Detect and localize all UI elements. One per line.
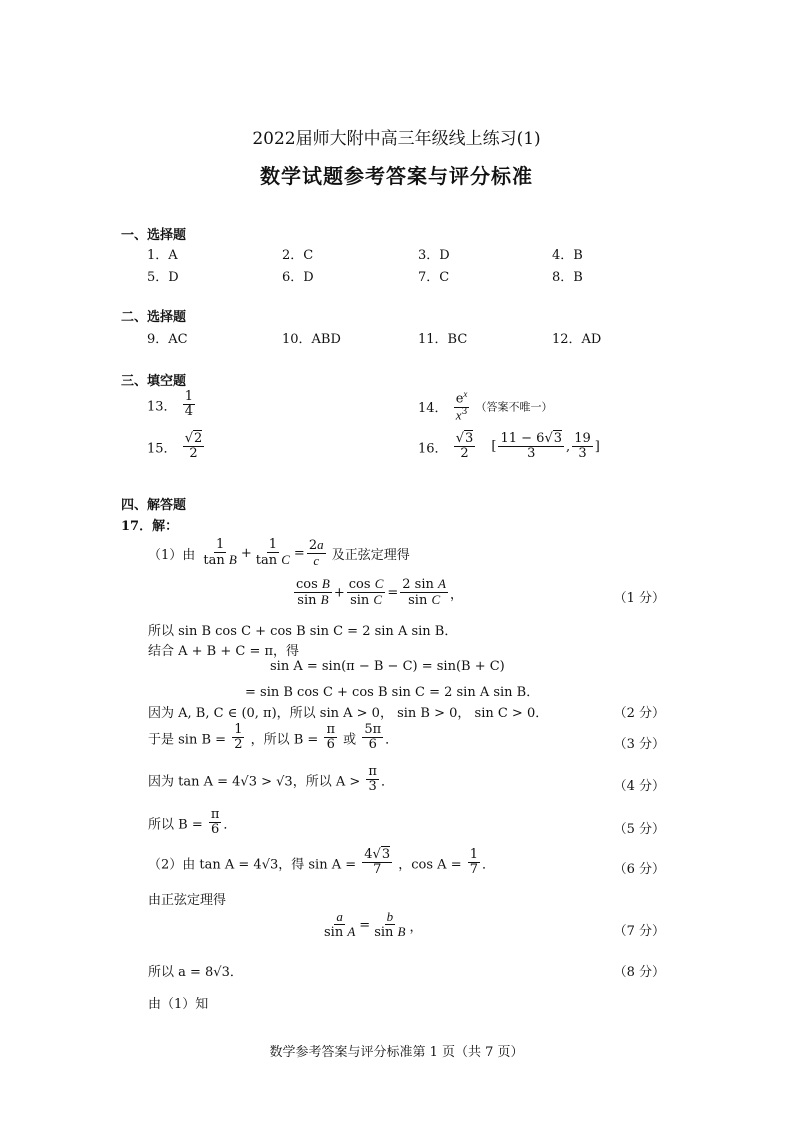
doc-subtitle: 数学试题参考答案与评分标准 — [260, 164, 533, 188]
score-2: （2 分） — [613, 706, 665, 721]
solution-line-15: 由（1）知 — [148, 997, 209, 1012]
answer-6: 6．D — [282, 270, 314, 285]
page-footer: 数学参考答案与评分标准第 1 页（共 7 页） — [269, 1045, 524, 1060]
answer-5: 5．D — [147, 270, 179, 285]
score-5: （5 分） — [613, 822, 665, 837]
answer-12: 12．AD — [552, 332, 602, 347]
section-heading-choice-1: 一、选择题 — [121, 228, 187, 243]
answer-1: 1．A — [147, 248, 178, 263]
solution-line-8: 于是 sin B = $\frac{1}{2}$ ，所以 B = $\frac{\pi}{6}$ 或 $\frac{5\pi}{6}$ ． — [148, 722, 399, 753]
answer-11: 11．BC — [418, 332, 468, 347]
score-4: （4 分） — [613, 779, 665, 794]
solution-line-13: $\frac{a}{\text{sin A}}$ = $\frac{b}{\text{sin B}}$ ， — [324, 909, 423, 941]
solution-line-10: 所以 B = $\frac{\pi}{6}$ ． — [148, 807, 237, 838]
answer-14: 14． $\frac{e^x}{x^3}$ （答案不唯一） — [418, 389, 553, 422]
solution-line-14: 所以 a = 8√3． — [148, 965, 243, 980]
section-heading-choice-2: 二、选择题 — [121, 310, 187, 325]
solution-line-6: = sin B cos C + cos B sin C = 2 sin A sin B． — [245, 685, 540, 700]
answer-16: 16． $\frac{√3}{2}$ [ $\frac{11 - 6√3}{3}$ , $\frac{19}{3}$ ] — [418, 431, 600, 462]
section-heading-solutions: 四、解答题 — [121, 498, 187, 513]
answer-4: 4．B — [552, 248, 583, 263]
answer-15: 15． $\frac{√2}{2}$ — [147, 431, 203, 462]
doc-title: 2022届师大附中高三年级线上练习(1) — [252, 129, 541, 149]
answer-10: 10．ABD — [282, 332, 341, 347]
solution-line-2: $\frac{\text{cos B}}{\text{sin B}}$ + $\frac{\text{cos C}}{\text{sin C}}$ = $\frac{\text{2 sin A}}{\text{sin C}}$ ， — [296, 576, 463, 609]
section-heading-fill: 三、填空题 — [121, 374, 187, 389]
question-17-label: 17．解： — [121, 519, 179, 534]
solution-line-11: （2）由 tan A = 4√3，得 sin A = $\frac{4√3}{7}$ ，cos A = $\frac{1}{7}$ ． — [148, 847, 496, 878]
answer-2: 2．C — [282, 248, 314, 263]
solution-line-3: 所以 sin B cos C + cos B sin C = 2 sin A sin B． — [148, 624, 458, 639]
score-6: （6 分） — [613, 862, 665, 877]
score-3: （3 分） — [613, 737, 665, 752]
solution-line-5: sin A = sin(π − B − C) = sin(B + C) — [270, 659, 505, 674]
answer-7: 7．C — [418, 270, 450, 285]
score-7: （7 分） — [613, 924, 665, 939]
solution-line-9: 因为 tan A = 4√3 > √3，所以 A > $\frac{\pi}{3}$ ． — [148, 764, 394, 795]
solution-line-12: 由正弦定理得 — [148, 893, 227, 908]
answer-8: 8．B — [552, 270, 583, 285]
answer-13: 13． $\frac{1}{4}$ — [147, 389, 193, 420]
answer-9: 9．AC — [147, 332, 188, 347]
solution-line-1: （1）由 $\frac{1}{\text{tan B}}$ + $\frac{1}{\text{tan C}}$ = $\frac{2a}{c}$ 及正弦定理得 — [148, 537, 410, 569]
score-8: （8 分） — [613, 965, 665, 980]
score-1: （1 分） — [613, 591, 665, 606]
solution-line-7: 因为 A, B, C ∈ (0, π)，所以 sin A > 0， sin B > 0， sin C > 0． — [148, 706, 549, 721]
solution-line-4: 结合 A + B + C = π，得 — [148, 644, 300, 659]
answer-3: 3．D — [418, 248, 450, 263]
